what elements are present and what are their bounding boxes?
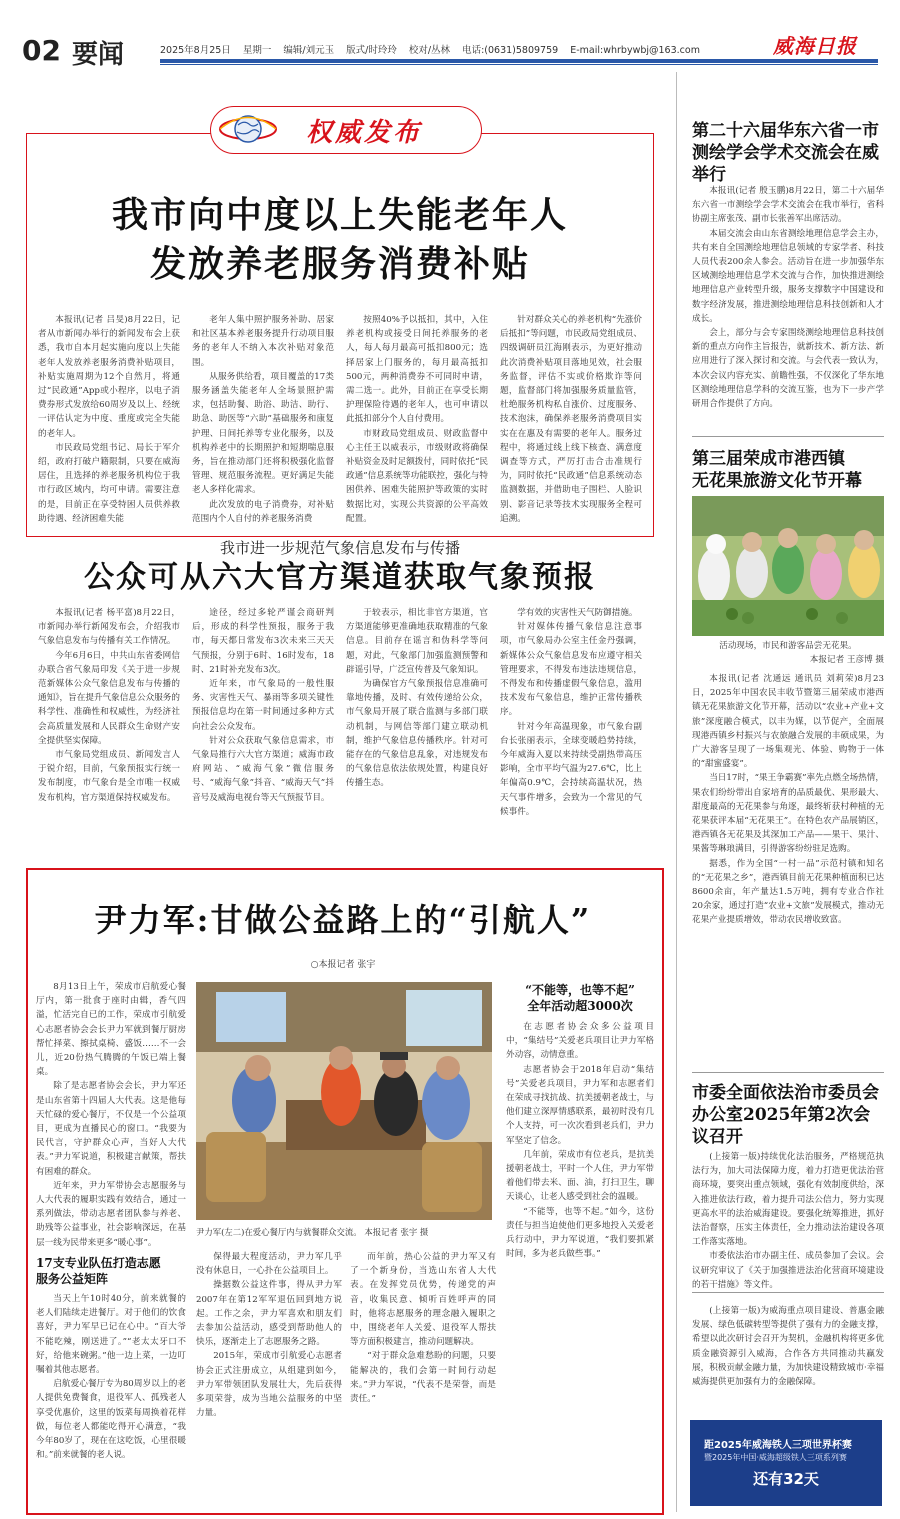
paragraph: 本报讯(记者 吕旻)8月22日，记者从市新闻办举行的新闻发布会上获悉，我市自本月起实施向度以上失能老年人发放养老服务消费补贴项目，补贴实施周期为12个自然月，将通过“民政通”App或小程序，以电子消费券形式发放给60周岁及以上、经统一评估认定为中度、重度或完全失能的老年人。 [38, 315, 180, 439]
feature-subhead2-line2: 服务公益矩阵 [36, 1272, 109, 1286]
paragraph: 近年来，市气象局的一般性服务、灾害性天气、暴雨等多项关键性预报信息均在第一时间通过多种方式向社会公众发布。 [192, 679, 334, 732]
feature-right-column [506, 1020, 654, 1500]
page-number: 02 [22, 34, 61, 67]
header-date: 2025年8月25日 [160, 45, 231, 56]
sidebar-article3-body [692, 1150, 884, 1290]
weather-column [38, 606, 180, 862]
paragraph: “对于群众急难愁盼的问题，只要能解决的，我们会第一时间行动起来。”尹力军说，“代表不是荣誉，而是责任。” [350, 1351, 496, 1405]
feature-right-subhead-line1: “不能等，也等不起” [525, 983, 635, 997]
header-weekday: 星期一 [242, 45, 272, 56]
feature-photo [196, 982, 492, 1220]
lead-column [346, 313, 488, 525]
paragraph: 为确保官方气象预报信息准确可靠地传播，及时、有效传递给公众，市气象局开展了联合监测与多部门联动机制，与网信等部门建立联动机制，维护气象信息传播秩序。针对可能存在的气象信息乱象，对违规发布的气象信息依法依规处置，构建良好传播生态。 [346, 679, 488, 789]
paragraph: 市民政局党组书记、局长于军介绍，政府打破户籍限制，只要在威海居住，且选择的养老服务机构位于我市行政区域内，均可申请。需要注意的是，目前正在享受特困人员供养救助待遇、经济困难失能 [38, 442, 180, 524]
lead-column [500, 313, 642, 525]
globe-icon [218, 110, 278, 148]
paragraph: 市财政局党组成员、财政监督中心主任王以威表示，市级财政将确保补贴资金及时足额拨付，同时依托“民政通”信息系统等功能联控，强化与特困供养、困难失能照护等政策的实时数据比对，实现公共资源的公平高效配置。 [346, 428, 488, 524]
lead-headline-line1: 我市向中度以上失能老年人 [111, 194, 568, 236]
paragraph: 本届交流会由山东省测绘地理信息学会主办，共有来自全国测绘地理信息领域的专家学者、科技人员代表200余人参会。活动旨在进一步加强华东区域测绘地理信息学术交流与合作，加快推进测绘地理信息产业转型升级，服务支撑数字中国建设和数字经济发展，推进测绘地理信息科技创新和人才成长。 [692, 228, 884, 324]
paragraph: 当天上午10时40分，前来就餐的老人们陆续走进餐厅。对于他们的饮食喜好，尹力军早已记在心中。“百大爷不能吃辣，刚送进了。”“老太太牙口不好，给他来碗粥。”他一边上菜，一边叮嘱着其他志愿者。 [36, 1294, 186, 1376]
header-rule [160, 59, 878, 63]
paragraph: 而年前，热心公益的尹力军又有了一个新身份，当选山东省人大代表。在发挥党员优势，传递党的声音，收集民意、倾听百姓呼声的同时，他将志愿服务的理念融入履职之中，围绕老年人关爱、退役军人帮扶等方面积极建言，推动问题解决。 [350, 1252, 496, 1348]
newspaper-logo: 威海日报 [773, 34, 857, 58]
paragraph: 本报讯(记者 沈通远 通讯员 刘莉荣)8月23日，2025年中国农民丰收节暨第三届荣成市港西镇无花果旅游文化节开幕，活动以“农业+产业+文旅”深度融合模式，以丰为媒，以节促产，全面展现港西镇乡村振兴与农旅融合发展的丰硕成果，为广大游客呈现了一场集观光、体验、购物于一体的“甜蜜盛宴”。 [692, 674, 884, 770]
sidebar-article2-caption: 活动现场，市民和游客品尝无花果。 [719, 641, 857, 651]
paragraph: 在志愿者协会众多公益项目中，“集结号”关爱老兵项目让尹力军格外动容，动情意重。 [506, 1022, 654, 1061]
sidebar-article3-title: 市委全面依法治市委员会办公室2025年第2次会议召开 [692, 1083, 879, 1147]
sidebar-article2-photo [692, 496, 884, 636]
feature-bottom-column [36, 1292, 186, 1500]
header-editor: 编辑/刘元玉 [283, 45, 335, 56]
paragraph: 启航爱心餐厅专为80周岁以上的老人提供免费餐食，退役军人、孤残老人享受优惠价，这里的饭菜每周换着花样做，每位老人都能吃得开心满意，“我今年80岁了，现在在这吃饭，心里很暖和。”前来就餐的老人说。 [36, 1379, 186, 1461]
paragraph: 市气象局党组成员、新闻发言人于锐介绍，目前，气象预报实行统一发布制度，市气象台是全市唯一权威发布机构，官方渠道保持权威发布。 [38, 750, 180, 803]
paragraph: 老年人集中照护服务补助、居家和社区基本养老服务提升行动项目服务的老年人不纳入本次补贴对象范围。 [192, 315, 334, 368]
lead-body [38, 313, 642, 525]
paragraph: 本报讯(记者 殷玉鹏)8月22日，第二十六届华东六省一市测绘学会学术交流会在我市举行，省科协副主席张茂、副市长张善军出席活动。 [692, 186, 884, 225]
sidebar-rule [692, 1072, 884, 1073]
header-layout: 版式/时玲玲 [346, 45, 397, 56]
feature-bottom-column [350, 1250, 496, 1500]
paragraph: 几年前，荣成市有位老兵，是抗美援朝老战士，平时一个人住，尹力军带着他们带去米、面、油，打扫卫生，聊天谈心，让老人感受到社会的温暖。 [506, 1149, 654, 1203]
paragraph: 按照40%予以抵扣，其中，入住养老机构或接受日间托养服务的老人，每人每月最高可抵扣800元；选择居家上门服务的，每月最高抵扣500元，两种消费券不可同时申请，需二选一。此外，目前正在享受长期护理保险待遇的老年人，也可申请以此抵扣部分个人自付费用。 [346, 315, 488, 425]
paragraph: 针对媒体传播气象信息注意事项，市气象局办公室主任金丹强调，新媒体公众气象信息发布应遵守相关管理要求，不得发布违法违规信息，不得发布和传播虚假气象信息，滥用技术发布气象信息，维护正常传播秩序。 [500, 622, 642, 718]
feature-intro-column [36, 980, 186, 1248]
sidebar-divider [676, 72, 677, 1512]
sidebar-article4-body [692, 1304, 884, 1400]
paragraph: 8月13日上午，荣成市启航爱心餐厅内，第一批食于座时由辑，香气四溢，忙活完自已的工作，荣成市引航爱心志愿者协会会长尹力军就到餐厅厨房帮忙择菜、擦拭桌椅、盛饭……不一会儿，近20份热气腾腾的午饭已端上餐桌。 [36, 982, 186, 1078]
paragraph: 志愿者协会于2018年启动“集结号”关爱老兵项目，尹力军和志愿者们在荣成寻找抗战、抗美援朝老战士，与他们建立深厚情感联系，最初时没有几个人支持，可一次次看到老兵们，尹力军坚定了信念。 [506, 1064, 654, 1146]
paragraph: 保得最大程度活动，尹力军几乎没有休息日，一心扑在公益项目上。 [196, 1252, 342, 1277]
sidebar-article1-title: 第二十六届华东六省一市测绘学会学术交流会在威举行 [692, 121, 879, 185]
triathlon-ad [690, 1420, 882, 1506]
weather-headline: 公众可从六大官方渠道获取气象预报 [84, 560, 596, 595]
paragraph: 近年来，尹力军带协会志愿服务与人大代表的履职实践有效结合，通过一系列做法，带动志愿者团队参与养老、助残等公益事业，社会影响深远，在基层一线为民带来更多“暖心事”。 [36, 1180, 186, 1248]
sidebar-rule [692, 436, 884, 437]
triathlon-ad-countdown: 还有32天 [753, 1470, 819, 1488]
feature-subhead2-line1: 17支专业队伍打造志愿 [36, 1256, 161, 1270]
paragraph: 会上，部分与会专家围绕测绘地理信息科技创新的重点方向作主旨报告，就新技术、新方法、新应用进行了深入探讨和交流。与会代表一致认为，本次会议内容充实、前瞻性强，不仅深化了华东地区测绘地理信息学科的交流互鉴，也为下一步产学研用合作提供了方向。 [692, 328, 884, 410]
feature-bottom-column [196, 1250, 342, 1500]
paragraph: 针对群众关心的养老机构“先涨价后抵扣”等问题，市民政局党组成员、四级调研员江海刚表示，为更好推动此次消费补贴项目落地见效，社会服务监督，评估不实或价格欺诈等问题，监督部门将加强服务质量监管，杜绝服务机构私自涨价、过度服务、技术泡沫，确保养老服务消费项目实实在在惠及有需要的老年人。服务过程中，将通过线上线下核查、满意度调查等方式，严厉打击合击准规行为，同时依托“民政通”信息系统动态监测数据，并借助电子围栏、人脸识别、影音记录等技术实现服务全程可追溯。 [500, 315, 642, 524]
paragraph: 市委依法治市办副主任、成员参加了会议。会议研究审议了《关于加强推进法治化营商环境建设的若干措施》等文件。 [692, 1251, 884, 1290]
paragraph: 据悉，作为全国“一村一品”示范村镇和知名的“无花果之乡”，港西镇目前无花果种植面积已达8600余亩，年产量达1.5万吨，拥有专业合作社20余家，通过打造“农业+文旅”发展模式，推动无花果产业提质增效，带动农民增收致富。 [692, 858, 884, 926]
feature-right-subhead-line2: 全年活动超3000次 [527, 999, 633, 1013]
triathlon-ad-line2: 暨2025年中国·威海超级铁人三项系列赛 [704, 1453, 847, 1462]
paragraph: 途径，经过多轮严谨会商研判后，形成的科学性预报，服务于我市，每天都日常发布3次未来三天天气预报，分别于6时、16时发布，18时、21时补充发布3次。 [192, 608, 334, 675]
header-phone: 电话:(0631)5809759 [462, 45, 559, 56]
feature-byline: ○本报记者 张宇 [310, 960, 376, 970]
sidebar-article2-credit: 本报记者 王彦博 摄 [809, 655, 884, 665]
feature-photo-caption: 尹力军(左二)在爱心餐厅内与就餐群众交流。 本报记者 张宇 摄 [196, 1227, 429, 1237]
sidebar-article2-title-line1: 第三届荣成市港西镇 [692, 449, 845, 469]
header-proofread: 校对/丛林 [408, 45, 451, 56]
section-name: 要闻 [72, 40, 125, 70]
paragraph: 当日17时，“果王争霸赛”率先点燃全场热情，果农们纷纷带出自家培育的品质最优、果形最大、甜度最高的无花果参与角逐，最终斩获村种植的无花果获评本届“无花果王”。在特色农产品展销区，港西镇各无花果及其深加工产品——果干、果汁、果酱等琳琅满目，引得游客纷纷驻足选购。 [692, 773, 884, 855]
paragraph: 此次发放的电子消费券，对补贴范围内个人自付的养老服务消费 [192, 499, 334, 524]
header-email: E-mail:whrbywbj@163.com [570, 45, 700, 56]
paragraph: (上接第一版)持续优化法治服务，严格规范执法行为，加大司法保障力度，着力打造更优法治营商环境，要突出重点领域，强化有效制度供给，深入推进依法行政，着力提升司法公信力，努力实现更高水平的法治威海建设。要强化统筹推进，抓好法治督察，压实主体责任，全力推动法治建设各项工作落实落地。 [692, 1152, 884, 1248]
lead-headline-line2: 发放养老服务消费补贴 [149, 243, 530, 285]
header-info-bar [160, 42, 709, 56]
weather-kicker: 我市进一步规范气象信息发布与传播 [219, 539, 460, 557]
sidebar-article2-title-line2: 无花果旅游文化节开幕 [692, 471, 862, 491]
weather-body [38, 606, 642, 862]
sidebar-article1-body [692, 184, 884, 424]
paragraph: 于较表示，相比非官方渠道，官方渠道能够更准确地获取精准的气象信息。目前存在谣言和伪科学等问题，对此，气象部门加强监测预警和辟谣引导，广泛宣传普及气象知识。 [346, 608, 488, 675]
sidebar-article2-body [692, 672, 884, 1066]
paragraph: 除了是志愿者协会会长，尹力军还是山东省第十四届人大代表。这是他每天忙碌的爱心餐厅，不仅是一个公益项目，更成为直播民心的窗口。“我要为民代言，守护群众心声，当好人大代表。”尹力军说道，积极建言献策，帮扶有困难的群众。 [36, 1081, 186, 1177]
banner-label: 权威发布 [306, 118, 423, 148]
header-rule-thin [160, 64, 878, 65]
paragraph: 针对公众获取气象信息需求，市气象局推行六大官方渠道；威海市政府网站、“威海气象”微信服务号、“威海气象”抖音、“威海天气”抖音号及威海电视台等天气预报节目。 [192, 735, 334, 803]
paragraph: 本报讯(记者 杨平富)8月22日，市新闻办举行新闻发布会，介绍我市气象信息发布与传播有关工作情况。 [38, 608, 180, 647]
lead-column [38, 313, 180, 525]
paragraph: “不能等，也等不起。”如今，这份责任与担当迫使他们更多地投入关爱老兵行动中，尹力军说道，“我们要抓紧时间，多为老兵做些事。” [506, 1206, 654, 1260]
paragraph: 操据数公益这件事，得从尹力军2007年在第12军军退伍回到地方说起。工作之余，尹力军喜欢和朋友们去参加公益活动，感受到帮助他人的快乐，逐渐走上了志愿服务之路。 [196, 1280, 342, 1348]
weather-column [192, 606, 334, 862]
lead-column [192, 313, 334, 525]
paragraph: 今年6月6日，中共山东省委网信办联合省气象局印发《关于进一步规范新媒体公众气象信息发布与传播的通知》，旨在提升气象信息公众服务的科学性、准确性和权威性，为经济社会高质量发展和人民群众生命财产安全提供坚实保障。 [38, 650, 180, 746]
paragraph: 2015年，荣成市引航爱心志愿者协会正式注册成立，从组建到如今，尹力军带领团队发展壮大，先后获得多项荣誉，成为当地公益服务的中坚力量。 [196, 1351, 342, 1419]
paragraph: (上接第一版)为威海重点项目建设、普惠金融发展、绿色低碳转型等提供了强有力的金融支撑，希望以此次研讨会召开为契机，金融机构将更多优质金融资源引入威海，合作各方共同推动共赢发展，积极贡献金融力量，为加快建设精致城市·幸福威海提供更加强有力的金融保障。 [692, 1306, 884, 1388]
paragraph: 学有效的灾害性天气防御措施。 [517, 608, 638, 618]
feature-headline: 尹力军:甘做公益路上的“引航人” [94, 901, 592, 939]
weather-column [346, 606, 488, 862]
sidebar-rule [692, 1292, 884, 1293]
weather-column [500, 606, 642, 862]
paragraph: 从服务供给看，项目覆盖的17类服务涵盖失能老年人全场景照护需求，包括助餐、助浴、助洁、助行、助急、助医等“六助”基础服务和康复护理、日间托养等专业化服务，以及机构养老中的长期照护和短期喘息服务，旨在推动部门还将积极强化监督管理、规范服务流程。更好满足失能老人多样化需求。 [192, 371, 334, 496]
paragraph: 针对今年高温现象，市气象台副台长张丽表示，全球变暖趋势持续，今年威海入夏以来持续受副热带高压影响，全市平均气温为27.6℃，比上年偏高0.9℃，会持续高温状况，热天气事件增多，会致为一个常见的气候事件。 [500, 721, 642, 817]
triathlon-ad-line1: 距2025年威海铁人三项世界杯赛 [704, 1440, 852, 1451]
